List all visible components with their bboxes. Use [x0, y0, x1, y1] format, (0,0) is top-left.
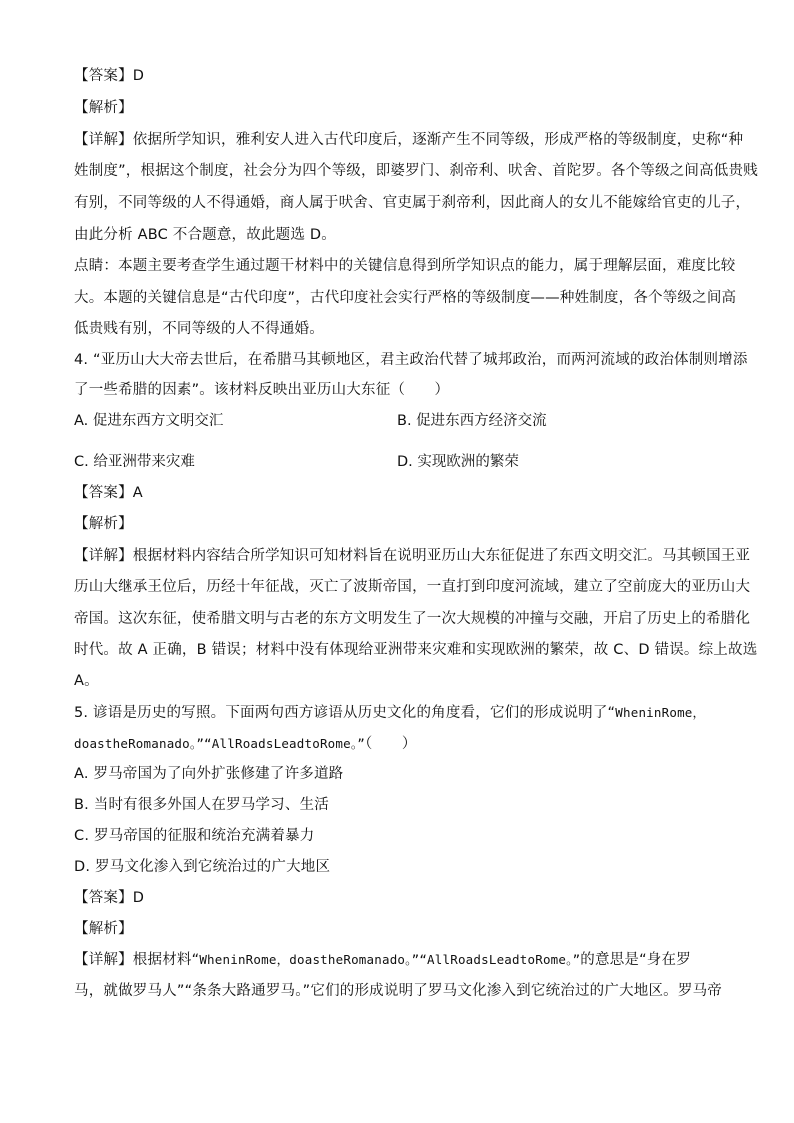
- detail-line: A。: [74, 673, 99, 689]
- question-5-stem: [74, 734, 417, 754]
- q5-stem-bracket: （ ）: [365, 736, 417, 752]
- q4-option-d: D. 实现欧洲的繁荣: [397, 454, 519, 470]
- note-line: 点睛：本题主要考查学生通过题干材料中的关键信息得到所学知识点的能力，属于理解层面，难度比较: [74, 258, 736, 274]
- analysis-label: 【解析】: [74, 100, 133, 116]
- q4-option-a: A. 促进东西方文明交汇: [74, 413, 224, 429]
- q5-stem-english: WheninRome，: [615, 705, 706, 720]
- note-line: 低贵贱有别，不同等级的人不得通婚。: [74, 321, 324, 337]
- detail-line: 由此分析 ABC 不合题意，故此题选 D。: [74, 227, 336, 243]
- detail-line: [74, 950, 691, 970]
- question-5-stem: [74, 703, 705, 723]
- q5-option-c: C. 罗马帝国的征服和统治充满着暴力: [74, 828, 315, 844]
- detail-line: 时代。故 A 正确，B 错误；材料中没有体现给亚洲带来灾难和实现欧洲的繁荣，故 C、D 错误。综上故选: [74, 642, 758, 658]
- q5-stem-english: doastheRomanado。”“AllRoadsLeadtoRome。”: [74, 736, 366, 751]
- analysis-label: 【解析】: [74, 516, 133, 532]
- q5-stem-text: 5. 谚语是历史的写照。下面两句西方谚语从历史文化的角度看，它们的形成说明了“: [74, 705, 616, 721]
- answer-label: 【答案】D: [74, 68, 145, 84]
- q5-detail-english: WheninRome，doastheRomanado。”“AllRoadsLeadtoRome。”: [199, 952, 581, 967]
- q5-option-a: A. 罗马帝国为了向外扩张修建了许多道路: [74, 766, 344, 782]
- detail-line: 【详解】依据所学知识，雅利安人进入古代印度后，逐渐产生不同等级，形成严格的等级制度，史称“种: [74, 132, 744, 148]
- question-4-stem: 4. “亚历山大大帝去世后，在希腊马其顿地区，君主政治代替了城邦政治，而两河流域的政治体制则增添: [74, 352, 748, 368]
- q5-detail-text: 的意思是“身在罗: [580, 952, 691, 968]
- detail-line: 帝国。这次东征，使希腊文明与古老的东方文明发生了一次大规模的冲撞与交融，开启了历史上的希腊化: [74, 611, 751, 627]
- answer-label: 【答案】A: [74, 485, 143, 501]
- analysis-label: 【解析】: [74, 921, 133, 937]
- note-line: 大。本题的关键信息是“古代印度”，古代印度社会实行严格的等级制度——种姓制度，各个等级之间高: [74, 290, 737, 306]
- question-4-stem: 了一些希腊的因素”。该材料反映出亚历山大东征（ ）: [74, 382, 450, 398]
- q5-option-d: D. 罗马文化渗入到它统治过的广大地区: [74, 859, 331, 875]
- q4-option-c: C. 给亚洲带来灾难: [74, 454, 195, 470]
- detail-line: 历山大继承王位后，历经十年征战，灭亡了波斯帝国，一直打到印度河流域，建立了空前庞大的亚历山大: [74, 579, 751, 595]
- detail-line: 【详解】根据材料内容结合所学知识可知材料旨在说明亚历山大东征促进了东西文明交汇。马其顿国王亚: [74, 548, 751, 564]
- answer-label: 【答案】D: [74, 890, 145, 906]
- detail-line: 马，就做罗马人”“条条大路通罗马。”它们的形成说明了罗马文化渗入到它统治过的广大地区。罗马帝: [74, 983, 722, 999]
- q5-option-b: B. 当时有很多外国人在罗马学习、生活: [74, 797, 329, 813]
- detail-line: 有别，不同等级的人不得通婚，商人属于吠舍、官吏属于刹帝利，因此商人的女儿不能嫁给官吏的儿子，: [74, 195, 751, 211]
- detail-line: 姓制度”，根据这个制度，社会分为四个等级，即婆罗门、刹帝利、吠舍、首陀罗。各个等级之间高低贵贱: [74, 163, 758, 179]
- q5-detail-text: 【详解】根据材料“: [74, 952, 200, 968]
- q4-option-b: B. 促进东西方经济交流: [397, 413, 547, 429]
